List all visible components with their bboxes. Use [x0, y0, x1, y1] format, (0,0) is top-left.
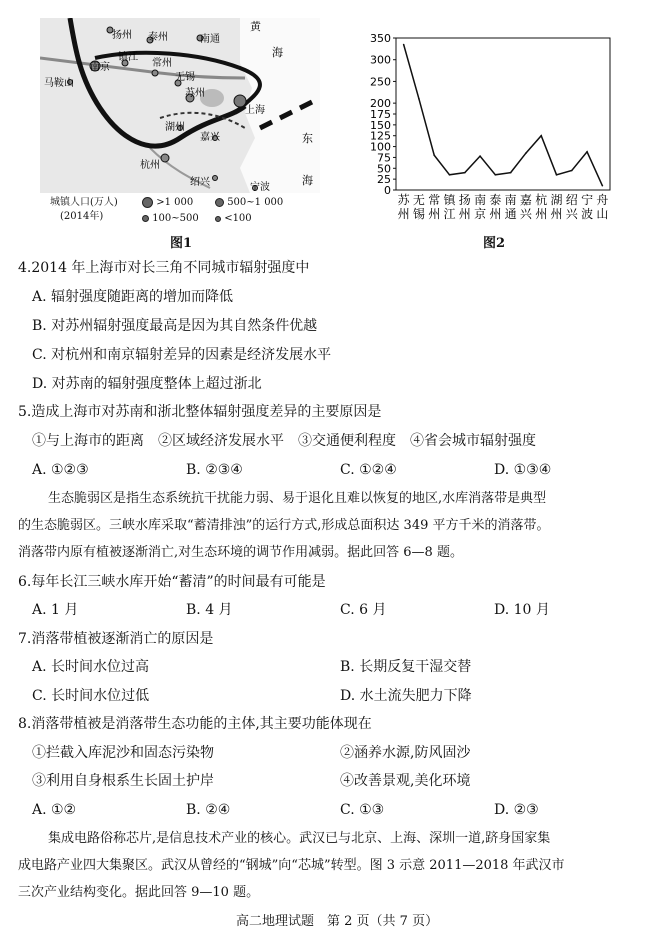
q6-option-b: B. 4 月 [186, 602, 233, 618]
legend-item: 500~1 000 [215, 196, 283, 210]
question-7-stem: 7.消落带植被逐渐消亡的原因是 [18, 631, 214, 647]
data-point [433, 154, 435, 156]
q8-option-a: A. ①② [32, 802, 77, 818]
svg-text:宁波: 宁波 [250, 182, 270, 193]
q6-option-a: A. 1 月 [32, 602, 79, 618]
data-point [510, 172, 512, 174]
q8-item-1: ①拦截入库泥沙和固态污染物 [32, 745, 214, 761]
y-tick-label: 75 [377, 151, 391, 165]
svg-text:黄: 黄 [250, 20, 261, 33]
x-tick-label: 苏 [397, 193, 410, 207]
data-point [403, 44, 405, 46]
x-tick-label: 州 [489, 207, 502, 221]
q8-option-d: D. ②③ [494, 802, 539, 818]
q4-option-a: A. 辐射强度随距离的增加而降低 [32, 289, 234, 305]
svg-text:南京: 南京 [90, 62, 110, 73]
svg-text:嘉兴: 嘉兴 [200, 132, 220, 143]
x-tick-label: 州 [550, 207, 563, 221]
data-point [449, 174, 451, 176]
y-tick-label: 0 [384, 184, 391, 197]
svg-text:东: 东 [302, 132, 313, 145]
q5-option-c: C. ①②④ [340, 462, 397, 478]
data-point [556, 174, 558, 176]
passage-2-line-3: 三次产业结构变化。据此回答 9—10 题。 [18, 885, 260, 900]
data-point [495, 174, 497, 176]
svg-text:苏州: 苏州 [185, 88, 205, 99]
x-tick-label: 山 [596, 207, 609, 221]
q8-item-2: ②涵养水源,防风固沙 [340, 745, 471, 761]
svg-text:泰州: 泰州 [148, 32, 168, 43]
legend-item: 100~500 [142, 212, 199, 226]
data-point [540, 135, 542, 137]
figure-2-caption: 图2 [483, 236, 506, 251]
x-tick-label: 州 [535, 207, 548, 221]
map-graphic [40, 18, 320, 193]
series-line [404, 45, 603, 186]
q4-option-d: D. 对苏南的辐射强度整体上超过浙北 [32, 376, 262, 392]
legend-item: <100 [215, 212, 252, 226]
data-point [571, 170, 573, 172]
x-tick-label: 州 [428, 207, 441, 221]
map-legend [50, 196, 330, 232]
q6-option-c: C. 6 月 [340, 602, 387, 618]
passage-2-line-1: 集成电路俗称芯片,是信息技术产业的核心。武汉已与北京、上海、深圳一道,跻身国家集 [48, 831, 551, 846]
question-8-stem: 8.消落带植被是消落带生态功能的主体,其主要功能体现在 [18, 716, 372, 732]
legend-title: 城镇人口(万人) [50, 197, 118, 208]
x-tick-label: 湖 [550, 193, 563, 207]
figure-2-chart [360, 30, 620, 230]
svg-text:上海: 上海 [245, 105, 265, 116]
y-tick-label: 175 [370, 108, 391, 121]
x-tick-label: 京 [474, 207, 487, 221]
svg-text:湖州: 湖州 [165, 122, 185, 133]
question-5-stem: 5.造成上海市对苏南和浙北整体辐射强度差异的主要原因是 [18, 404, 382, 420]
passage-1-line-3: 消落带内原有植被逐渐消亡,对生态环境的调节作用减弱。据此回答 6—8 题。 [18, 545, 463, 560]
svg-text:无锡: 无锡 [175, 72, 195, 83]
passage-2-line-2: 成电路产业四大集聚区。武汉从曾经的“钢城”向“芯城”转型。图 3 示意 2011—2018 年武汉市 [18, 858, 565, 873]
q5-option-b: B. ②③④ [186, 462, 243, 478]
q8-item-4: ④改善景观,美化环境 [340, 773, 471, 789]
q5-items: ①与上海市的距离 ②区域经济发展水平 ③交通便利程度 ④省会城市辐射强度 [32, 433, 536, 449]
data-point [418, 98, 420, 100]
x-tick-label: 州 [397, 207, 410, 221]
passage-1-line-1: 生态脆弱区是指生态系统抗干扰能力弱、易于退化且难以恢复的地区,水库消落带是典型 [48, 491, 547, 506]
svg-text:南通: 南通 [200, 34, 220, 45]
q5-option-d: D. ①③④ [494, 462, 552, 478]
q6-option-d: D. 10 月 [494, 602, 550, 618]
x-tick-label: 绍 [565, 193, 578, 207]
x-tick-label: 舟 [596, 193, 609, 207]
x-tick-label: 波 [581, 207, 594, 221]
x-tick-label: 南 [474, 193, 487, 207]
plot-frame [396, 38, 610, 190]
data-point [479, 155, 481, 157]
q7-option-d: D. 水土流失肥力下降 [340, 688, 472, 704]
x-tick-label: 无 [412, 193, 425, 207]
svg-text:杭州: 杭州 [140, 160, 160, 171]
svg-text:镇江: 镇江 [118, 52, 138, 63]
q8-option-c: C. ①③ [340, 802, 385, 818]
question-4-stem: 4.2014 年上海市对长三角不同城市辐射强度中 [18, 260, 310, 276]
x-tick-label: 扬 [458, 193, 471, 207]
y-tick-label: 200 [370, 97, 391, 111]
x-tick-label: 镇 [443, 193, 456, 207]
svg-text:常州: 常州 [152, 58, 172, 69]
passage-1-line-2: 的生态脆弱区。三峡水库采取“蓄清排浊”的运行方式,形成总面积达 349 平方千米的消落带。 [18, 518, 550, 533]
q4-option-c: C. 对杭州和南京辐射差异的因素是经济发展水平 [32, 347, 332, 363]
page-footer: 高二地理试题 第 2 页（共 7 页） [236, 914, 439, 929]
q8-option-b: B. ②④ [186, 802, 231, 818]
data-point [602, 185, 604, 187]
data-point [525, 152, 527, 154]
x-tick-label: 州 [458, 207, 471, 221]
x-tick-label: 常 [428, 193, 441, 207]
svg-text:扬州: 扬州 [112, 30, 132, 41]
svg-text:海: 海 [272, 46, 283, 59]
figure-1-map [40, 18, 320, 193]
y-tick-label: 100 [370, 140, 391, 154]
legend-item: >1 000 [142, 196, 193, 210]
x-tick-label: 锡 [412, 207, 425, 221]
q7-option-a: A. 长时间水位过高 [32, 659, 150, 675]
y-tick-label: 125 [370, 129, 391, 143]
y-tick-label: 150 [370, 118, 391, 132]
figure-1-caption: 图1 [170, 236, 193, 251]
svg-text:海: 海 [302, 174, 313, 187]
q7-option-c: C. 长时间水位过低 [32, 688, 150, 704]
x-tick-label: 宁 [581, 193, 594, 207]
x-tick-label: 杭 [535, 193, 548, 207]
x-tick-label: 嘉 [519, 193, 532, 207]
y-tick-label: 25 [377, 173, 391, 187]
y-tick-label: 350 [370, 32, 391, 45]
q5-option-a: A. ①②③ [32, 462, 89, 478]
question-6-stem: 6.每年长江三峡水库开始“蓄清”的时间最有可能是 [18, 574, 326, 590]
svg-text:马鞍山: 马鞍山 [44, 78, 74, 89]
x-tick-label: 江 [443, 207, 456, 221]
q4-option-b: B. 对苏州辐射强度最高是因为其自然条件优越 [32, 318, 318, 334]
y-tick-label: 50 [377, 162, 391, 176]
legend-year: (2014年) [60, 211, 104, 222]
y-tick-label: 300 [370, 53, 391, 67]
x-tick-label: 泰 [489, 193, 502, 207]
q8-item-3: ③利用自身根系生长固土护岸 [32, 773, 214, 789]
x-tick-label: 南 [504, 193, 517, 207]
data-point [586, 151, 588, 153]
x-tick-label: 兴 [519, 207, 532, 221]
q7-option-b: B. 长期反复干湿交替 [340, 659, 472, 675]
y-tick-label: 250 [370, 75, 391, 89]
line-chart [360, 30, 620, 230]
x-tick-label: 兴 [565, 207, 578, 221]
x-tick-label: 通 [504, 207, 517, 221]
svg-text:绍兴: 绍兴 [190, 177, 210, 188]
data-point [464, 172, 466, 174]
